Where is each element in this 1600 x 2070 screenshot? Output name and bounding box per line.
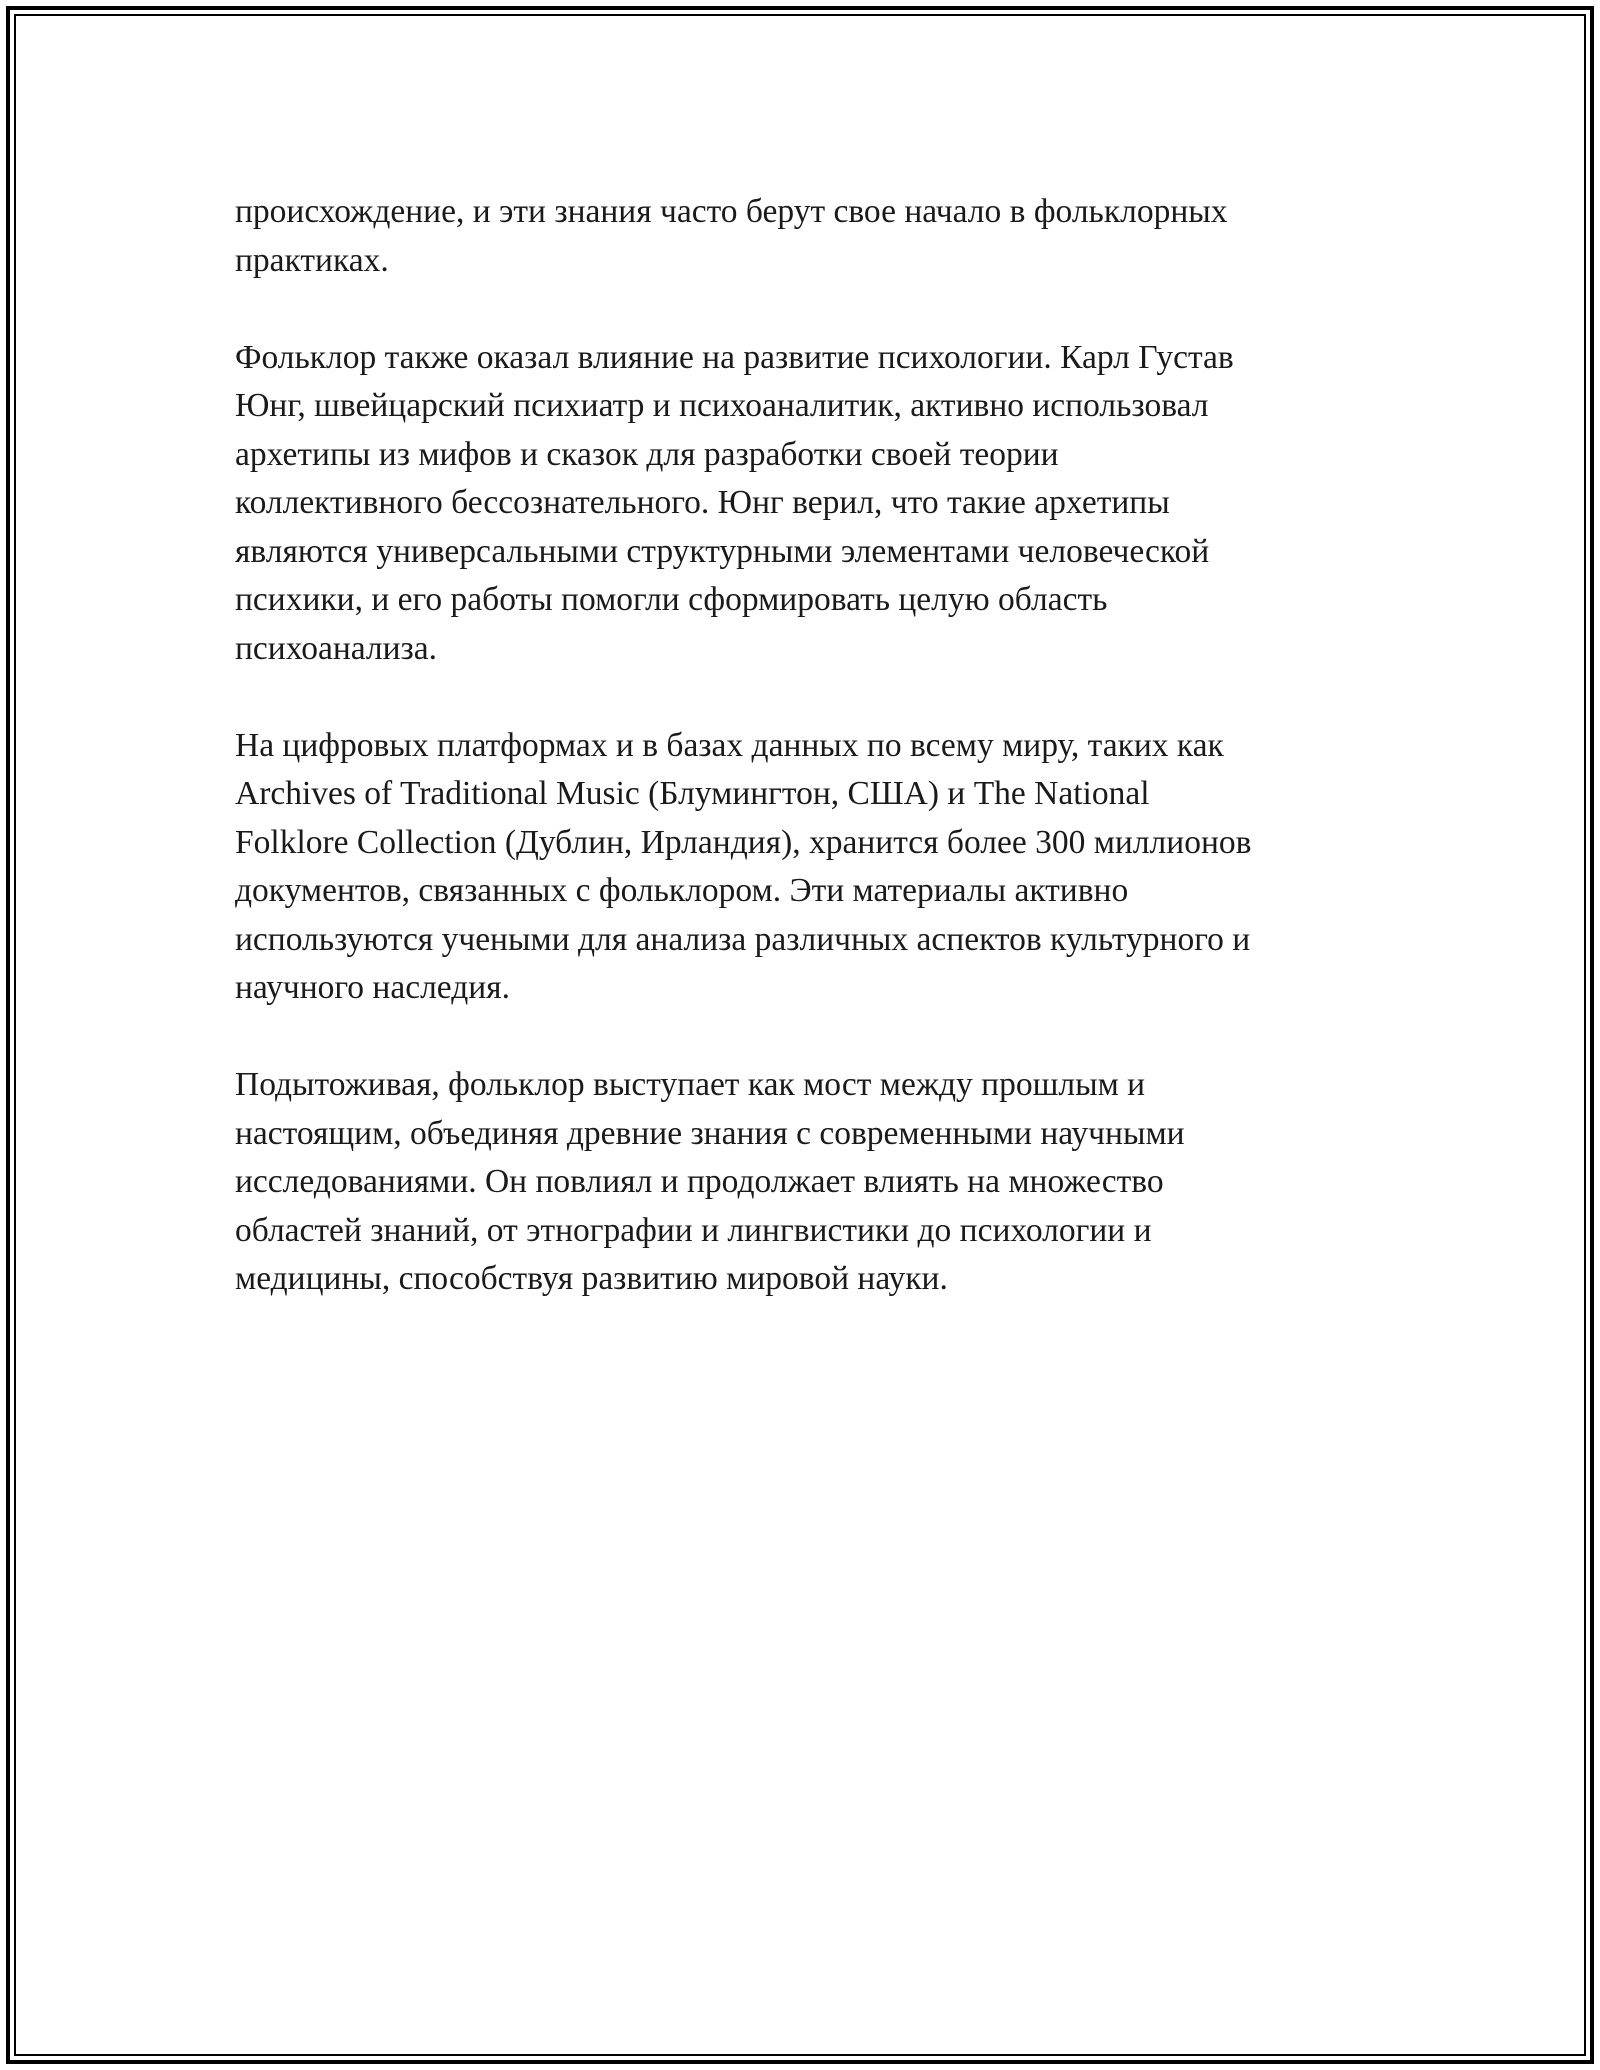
text-line: практиках. [235, 241, 389, 279]
text-line: медицины, способствуя развитию мировой науки. [235, 1260, 948, 1297]
paragraph-origins [235, 188, 1365, 285]
text-line: На цифровых платформах и в базах данных по всему миру, таких как [235, 726, 1224, 764]
text-line: Подытоживая, фольклор выступает как мост между прошлым и [235, 1066, 1146, 1103]
text-line: областей знаний, от этнографии и лингвистики до психологии и [235, 1211, 1152, 1249]
paragraph-digital-archives [235, 722, 1365, 1013]
text-line: Юнг, швейцарский психиатр и психоаналитик, активно использовал [235, 387, 1209, 424]
document-body [235, 188, 1365, 1352]
text-line: коллективного бессознательного. Юнг верил, что такие архетипы [235, 484, 1170, 521]
text-line: используются учеными для анализа различных аспектов культурного и [235, 920, 1251, 958]
text-line: Archives of Traditional Music (Блумингтон, США) и The National [235, 775, 1150, 812]
text-line: происхождение, и эти знания часто берут свое начало в фольклорных [235, 193, 1228, 230]
text-line: настоящим, объединяя древние знания с современными научными [235, 1114, 1185, 1152]
text-line: документов, связанных с фольклором. Эти материалы активно [235, 872, 1129, 909]
text-line: являются универсальными структурными элементами человеческой [235, 532, 1210, 570]
text-line: научного наследия. [235, 969, 510, 1006]
text-line: исследованиями. Он повлиял и продолжает влиять на множество [235, 1163, 1164, 1200]
text-line: Folklore Collection (Дублин, Ирландия), хранится более 300 миллионов [235, 823, 1252, 861]
text-line: психики, и его работы помогли сформировать целую область [235, 581, 1108, 618]
text-line: Фольклор также оказал влияние на развитие психологии. Карл Густав [235, 338, 1234, 376]
paragraph-psychology [235, 334, 1365, 674]
paragraph-conclusion [235, 1061, 1365, 1304]
text-line: психоанализа. [235, 629, 438, 667]
text-line: архетипы из мифов и сказок для разработки своей теории [235, 435, 1059, 473]
